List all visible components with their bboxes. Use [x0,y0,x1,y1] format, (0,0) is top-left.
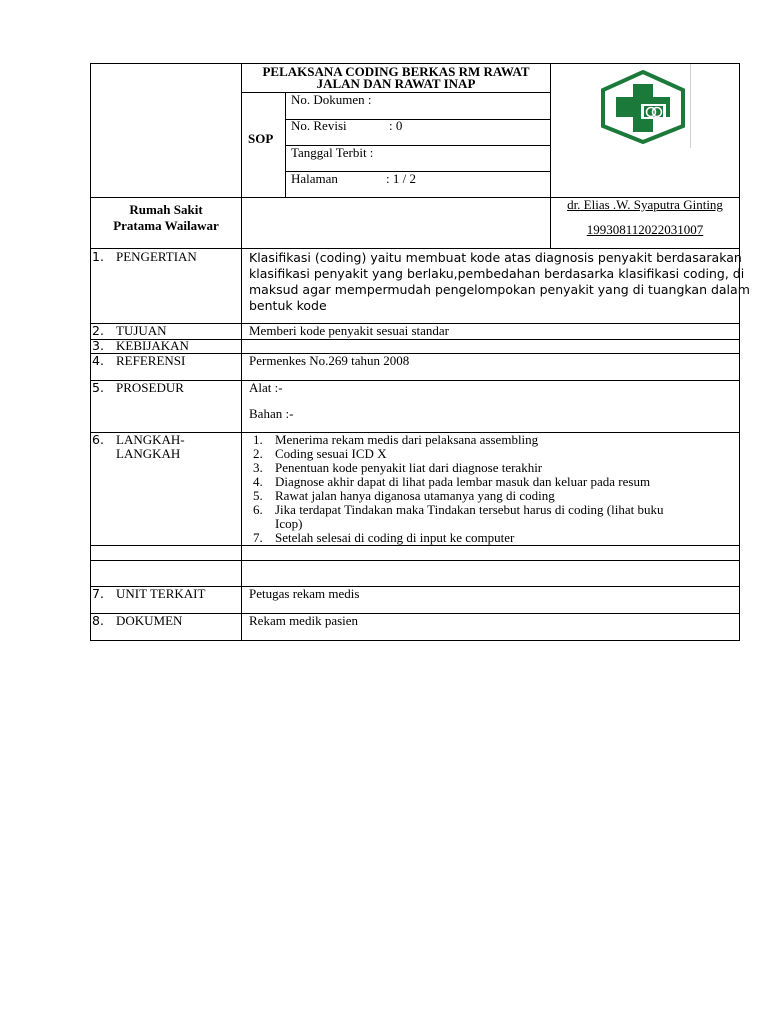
section-label-dokumen: DOKUMEN [116,613,183,628]
step-number: 1. [253,432,263,447]
tujuan-text: Memberi kode penyakit sesuai standar [249,323,449,338]
green-cross-hexagon-icon [600,70,686,144]
list-item [249,503,737,531]
section-number: 8. [92,613,104,628]
section-label-referensi: REFERENSI [116,353,186,368]
step-text: Rawat jalan hanya diganosa utamanya yang di coding [275,488,555,503]
document-title-line-2: JALAN DAN RAWAT INAP [316,76,476,91]
step-number: 3. [253,460,263,475]
pengertian-text-line: maksud agar mempermudah pengelompokan penyakit yang di tuangkan dalam [249,282,750,297]
step-text: Diagnose akhir dapat di lihat pada lembar masuk dan keluar pada resum [275,474,651,489]
list-item [249,461,737,475]
section-number: 4. [92,353,104,368]
no-revisi-value: : 0 [389,118,403,133]
sop-label: SOP [248,131,274,146]
divider [90,613,740,614]
dokumen-text: Rekam medik pasien [249,613,359,628]
unit-terkait-text: Petugas rekam medis [249,586,360,601]
signer-name: dr. Elias .W. Syaputra Ginting [567,197,723,212]
steps-list [249,433,737,545]
section-number: 6. [92,432,104,447]
step-text: Penentuan kode penyakit liat dari diagnose terakhir [275,460,543,475]
pengertian-text-line: bentuk kode [249,298,327,313]
section-label-pengertian: PENGERTIAN [116,249,197,264]
hospital-name-line-1: Rumah Sakit [129,202,203,217]
step-text: Jika terdapat Tindakan maka Tindakan tersebut harus di coding (lihat buku [275,502,664,517]
step-number: 5. [253,488,263,503]
prosedur-alat: Alat :- [249,380,283,395]
divider [550,63,551,248]
list-item [249,489,737,503]
table-border-left [90,63,91,641]
table-border-right [739,63,740,641]
list-item [249,433,737,447]
section-label-kebijakan: KEBIJAKAN [116,338,189,353]
section-label-langkah-line-1: LANGKAH- [116,432,185,447]
step-text: Menerima rekam medis dari pelaksana assembling [275,432,539,447]
section-label-prosedur: PROSEDUR [116,380,184,395]
list-item [249,475,737,489]
pengertian-text-line: Klasifikasi (coding) yaitu membuat kode atas diagnosis penyakit berdasarakan [249,250,742,265]
section-number: 7. [92,586,104,601]
section-number: 5. [92,380,104,395]
divider [90,353,740,354]
list-item [249,531,737,545]
step-number: 7. [253,530,263,545]
divider [690,64,691,148]
divider [90,545,740,546]
section-label-unit-terkait: UNIT TERKAIT [116,586,206,601]
divider [90,560,740,561]
section-label-tujuan: TUJUAN [116,323,167,338]
halaman-label: Halaman [291,171,338,186]
step-text: Setelah selesai di coding di input ke computer [275,530,515,545]
step-number: 4. [253,474,263,489]
section-number: 2. [92,323,104,338]
list-item [249,447,737,461]
section-number: 3. [92,338,104,353]
referensi-text: Permenkes No.269 tahun 2008 [249,353,410,368]
step-text: Coding sesuai ICD X [275,446,387,461]
no-dokumen-field: No. Dokumen : [291,92,372,107]
tanggal-terbit-field: Tanggal Terbit : [291,145,374,160]
no-revisi-label: No. Revisi [291,118,347,133]
divider [90,380,740,381]
document-title-line-1: PELAKSANA CODING BERKAS RM RAWAT [262,64,530,79]
hospital-name-line-2: Pratama Wailawar [113,218,219,233]
table-border-bottom [90,640,740,641]
prosedur-bahan: Bahan :- [249,406,294,421]
section-number: 1. [92,249,104,264]
step-number: 6. [253,502,263,517]
halaman-value: : 1 / 2 [386,171,416,186]
signer-nip: 199308112022031007 [586,222,704,237]
step-text-continued: Icop) [275,516,303,531]
divider [241,63,242,641]
divider [241,92,551,93]
step-number: 2. [253,446,263,461]
pengertian-text-line: klasifikasi penyakit yang berlaku,pembedahan berdasarka klasifikasi coding, di [249,266,745,281]
section-label-langkah-line-2: LANGKAH [116,446,181,461]
